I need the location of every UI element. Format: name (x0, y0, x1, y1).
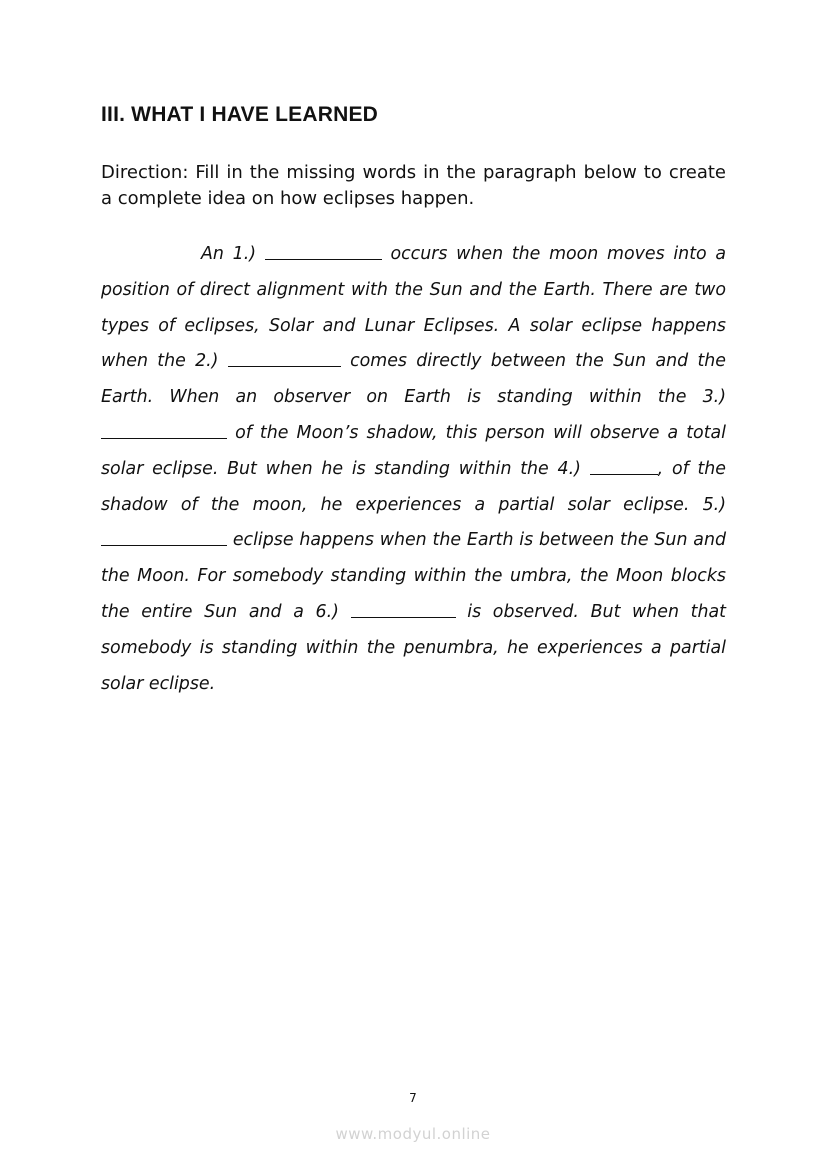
passage-segment-6: eclipse happens when the Earth is between the Sun and the Moon. For somebody standing within the umbra, the Moon blocks the entire Sun and a 6.) (101, 530, 727, 622)
passage-segment-3: comes directly between the Sun and the Earth. When an observer on Earth is standing within the 3.) (101, 351, 727, 408)
passage-segment-2: occurs when the moon moves into a position of direct alignment with the Sun and the Earth. There are two types of eclipses, Solar and Lunar Eclipses. A solar eclipse happens when the 2.) (101, 244, 727, 372)
page-number: 7 (409, 1091, 417, 1105)
blank-4 (590, 473, 658, 475)
passage-segment-4: of the Moon’s shadow, this person will observe a total solar eclipse. But when he is standing within the 4.) (101, 422, 726, 479)
passage-segment-5: , of the shadow of the moon, he experiences a partial solar eclipse. 5.) (101, 458, 726, 515)
blank-1 (265, 258, 382, 260)
blank-3 (101, 437, 227, 439)
fill-in-passage (101, 237, 726, 702)
passage-segment-7: is observed. But when that somebody is standing within the penumbra, he experiences a partial solar eclipse. (101, 601, 726, 694)
watermark: www.modyul.online (335, 1125, 491, 1143)
blank-6 (351, 616, 456, 618)
blank-2 (228, 365, 341, 367)
passage-segment-1: An 1.) (201, 244, 257, 264)
blank-5 (101, 544, 227, 546)
section-heading: III. WHAT I HAVE LEARNED (101, 103, 379, 126)
direction-text: Direction: Fill in the missing words in the paragraph below to create a complete idea on how eclipses happen. (101, 162, 726, 209)
